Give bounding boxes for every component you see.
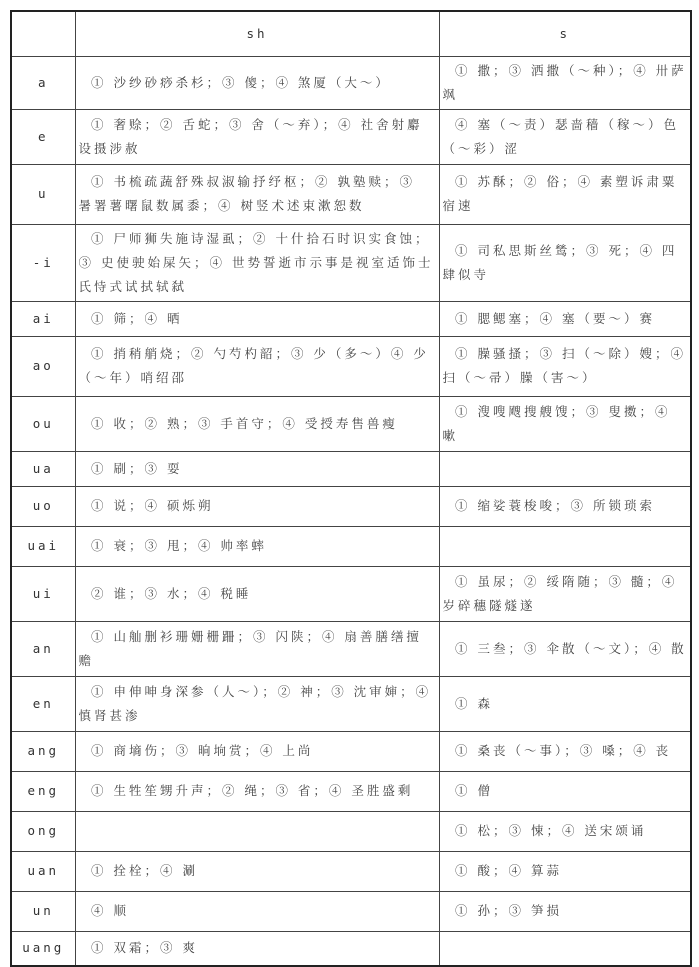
table-row — [11, 621, 691, 676]
final-cell: uai — [11, 526, 75, 566]
table-row — [11, 486, 691, 526]
sh-characters-cell: ① 商墒伤；③ 晌垧赏；④ 上尚 — [75, 731, 439, 771]
s-characters-cell — [439, 526, 691, 566]
s-characters-cell: ① 桑丧（～事）；③ 嗓；④ 丧 — [439, 731, 691, 771]
final-cell: uan — [11, 851, 75, 891]
final-cell: ui — [11, 566, 75, 621]
final-cell: ai — [11, 301, 75, 336]
sh-characters-cell: ① 说；④ 硕烁朔 — [75, 486, 439, 526]
s-characters-cell: ① 腮鳃塞；④ 塞（要～）赛 — [439, 301, 691, 336]
table-row — [11, 891, 691, 931]
sh-characters-cell: ① 沙纱砂痧杀杉；③ 傻；④ 煞厦（大～） — [75, 56, 439, 109]
table-row — [11, 56, 691, 109]
final-cell: ua — [11, 451, 75, 486]
pinyin-comparison-table — [10, 10, 692, 967]
sh-characters-cell: ① 山舢删衫珊姗栅跚；③ 闪陕；④ 扇善膳缮擅赡 — [75, 621, 439, 676]
final-cell: uo — [11, 486, 75, 526]
final-cell: uang — [11, 931, 75, 966]
final-cell: ong — [11, 811, 75, 851]
table-row — [11, 731, 691, 771]
final-cell: ang — [11, 731, 75, 771]
s-characters-cell: ① 缩娑蓑梭唆；③ 所锁琐索 — [439, 486, 691, 526]
s-characters-cell: ① 三叁；③ 伞散（～文）；④ 散 — [439, 621, 691, 676]
table-row — [11, 566, 691, 621]
s-characters-cell: ① 虽尿；② 绥隋随；③ 髓；④ 岁碎穗隧燧遂 — [439, 566, 691, 621]
s-characters-cell — [439, 931, 691, 966]
cropped-footer-text — [80, 950, 380, 956]
table-row — [11, 109, 691, 164]
table-row — [11, 336, 691, 396]
final-cell: un — [11, 891, 75, 931]
sh-characters-cell: ① 奢赊；② 舌蛇；③ 舍（～弃）；④ 社舍射麝设摄涉赦 — [75, 109, 439, 164]
table-body — [11, 56, 691, 966]
sh-characters-cell: ④ 顺 — [75, 891, 439, 931]
final-cell: ou — [11, 396, 75, 451]
table-row — [11, 851, 691, 891]
sh-characters-cell: ① 尸师狮失施诗湿虱；② 十什拾石时识实食蚀；③ 史使驶始屎矢；④ 世势誓逝市示事是视室适饰士氏恃式试拭轼弑 — [75, 224, 439, 301]
sh-characters-cell: ① 衰；③ 甩；④ 帅率蟀 — [75, 526, 439, 566]
s-characters-cell: ① 孙；③ 笋损 — [439, 891, 691, 931]
sh-characters-cell: ① 申伸呻身深参（人～）；② 神；③ 沈审婶；④ 慎肾甚渗 — [75, 676, 439, 731]
s-characters-cell: ① 森 — [439, 676, 691, 731]
s-characters-cell — [439, 451, 691, 486]
final-cell: u — [11, 164, 75, 224]
column-header-s: s — [439, 11, 691, 56]
table-row — [11, 451, 691, 486]
sh-characters-cell: ① 捎稍艄烧；② 勺芍杓韶；③ 少（多～）④ 少（～年）哨绍邵 — [75, 336, 439, 396]
sh-characters-cell: ① 生牲笙甥升声；② 绳；③ 省；④ 圣胜盛剩 — [75, 771, 439, 811]
final-cell: eng — [11, 771, 75, 811]
s-characters-cell: ① 苏酥；② 俗；④ 素塑诉肃粟宿速 — [439, 164, 691, 224]
table-row — [11, 526, 691, 566]
table-row — [11, 811, 691, 851]
s-characters-cell: ① 溲嗖飕搜艘馊；③ 叟擞；④ 嗽 — [439, 396, 691, 451]
sh-characters-cell: ① 收；② 熟；③ 手首守；④ 受授寿售兽瘦 — [75, 396, 439, 451]
table-row — [11, 676, 691, 731]
s-characters-cell: ① 松；③ 悚；④ 送宋颂诵 — [439, 811, 691, 851]
final-cell: ao — [11, 336, 75, 396]
s-characters-cell: ① 司私思斯丝鸶；③ 死；④ 四肆似寺 — [439, 224, 691, 301]
table-row — [11, 771, 691, 811]
sh-characters-cell: ① 筛；④ 晒 — [75, 301, 439, 336]
sh-characters-cell: ① 双霜；③ 爽 — [75, 931, 439, 966]
s-characters-cell: ① 僧 — [439, 771, 691, 811]
s-characters-cell: ① 酸；④ 算蒜 — [439, 851, 691, 891]
sh-characters-cell: ① 刷；③ 耍 — [75, 451, 439, 486]
final-cell: -i — [11, 224, 75, 301]
final-cell: a — [11, 56, 75, 109]
table-row — [11, 224, 691, 301]
sh-characters-cell: ① 书梳疏蔬舒殊叔淑输抒纾枢；② 孰塾赎；③ 暑署薯曙鼠数属黍；④ 树竖术述束漱恕数 — [75, 164, 439, 224]
table-row — [11, 301, 691, 336]
sh-characters-cell: ① 拴栓；④ 涮 — [75, 851, 439, 891]
s-characters-cell: ④ 塞（～责）瑟啬穑（稼～）色（～彩）涩 — [439, 109, 691, 164]
sh-characters-cell: ② 谁；③ 水；④ 税睡 — [75, 566, 439, 621]
s-characters-cell: ① 撒；③ 洒撒（～种）；④ 卅萨飒 — [439, 56, 691, 109]
column-header-final — [11, 11, 75, 56]
s-characters-cell: ① 臊骚搔；③ 扫（～除）嫂；④ 扫（～帚）臊（害～） — [439, 336, 691, 396]
table-row — [11, 164, 691, 224]
table-header-row — [11, 11, 691, 56]
sh-characters-cell — [75, 811, 439, 851]
final-cell: an — [11, 621, 75, 676]
column-header-sh: sh — [75, 11, 439, 56]
table-row — [11, 396, 691, 451]
final-cell: en — [11, 676, 75, 731]
table-row — [11, 931, 691, 966]
final-cell: e — [11, 109, 75, 164]
